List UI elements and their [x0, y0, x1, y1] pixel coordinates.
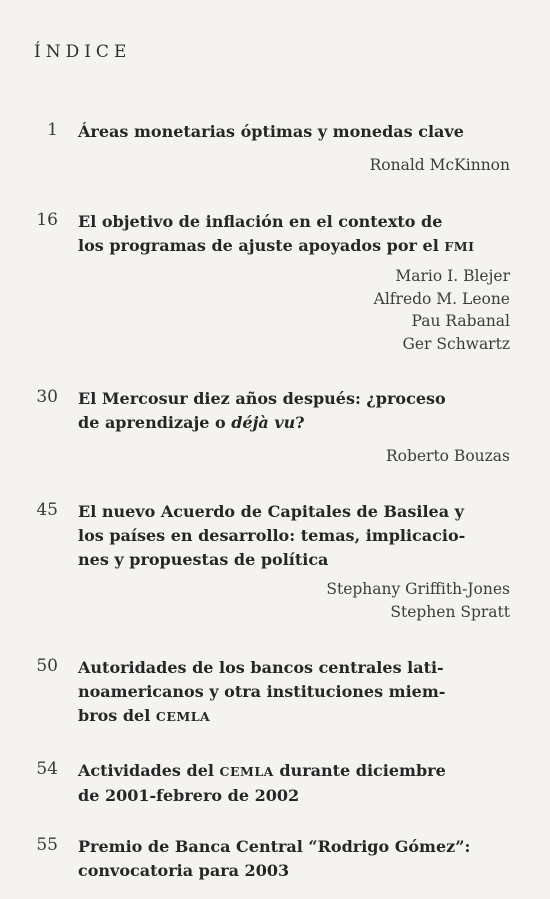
author: Mario I. Blejer — [395, 267, 510, 285]
author: Stephany Griffith-Jones — [326, 580, 510, 598]
entry-title: Áreas monetarias óptimas y monedas clave — [78, 122, 464, 141]
author: Pau Rabanal — [411, 312, 510, 330]
entry-authors — [326, 578, 510, 623]
entry-authors — [370, 154, 510, 177]
page-number: 1 — [47, 120, 58, 140]
page-number: 54 — [36, 759, 58, 779]
page-number: 55 — [36, 835, 58, 855]
entry-title: El objetivo de inflación en el contexto de los programas de ajuste apoyados por el FMI — [78, 212, 475, 255]
entry-title: Premio de Banca Central “Rodrigo Gómez”: convocatoria para 2003 — [78, 837, 471, 880]
page-number: 50 — [36, 656, 58, 676]
entry-title: Actividades del CEMLA durante diciembre de 2001-febrero de 2002 — [78, 761, 446, 805]
author: Ronald McKinnon — [369, 156, 510, 174]
author: Stephen Spratt — [390, 602, 510, 621]
page-number: 45 — [36, 500, 58, 520]
author: Alfredo M. Leone — [373, 289, 510, 308]
page-number: 16 — [36, 210, 58, 230]
author: Roberto Bouzas — [385, 447, 510, 465]
page-number: 30 — [36, 387, 58, 407]
index-heading: ÍNDICE — [34, 42, 132, 62]
entry-title: El Mercosur diez años después: ¿proceso de aprendizaje o déjà vu? — [78, 389, 446, 432]
entry-authors — [374, 265, 510, 355]
entry-title: Autoridades de los bancos centrales lati- noamericanos y otra instituciones miem- bros del CEMLA — [78, 658, 446, 725]
entry-authors — [386, 445, 510, 468]
author: Ger Schwartz — [402, 334, 510, 353]
entry-title: El nuevo Acuerdo de Capitales de Basilea y los países en desarrollo: temas, implicacio- nes y propuestas de política — [78, 502, 466, 569]
